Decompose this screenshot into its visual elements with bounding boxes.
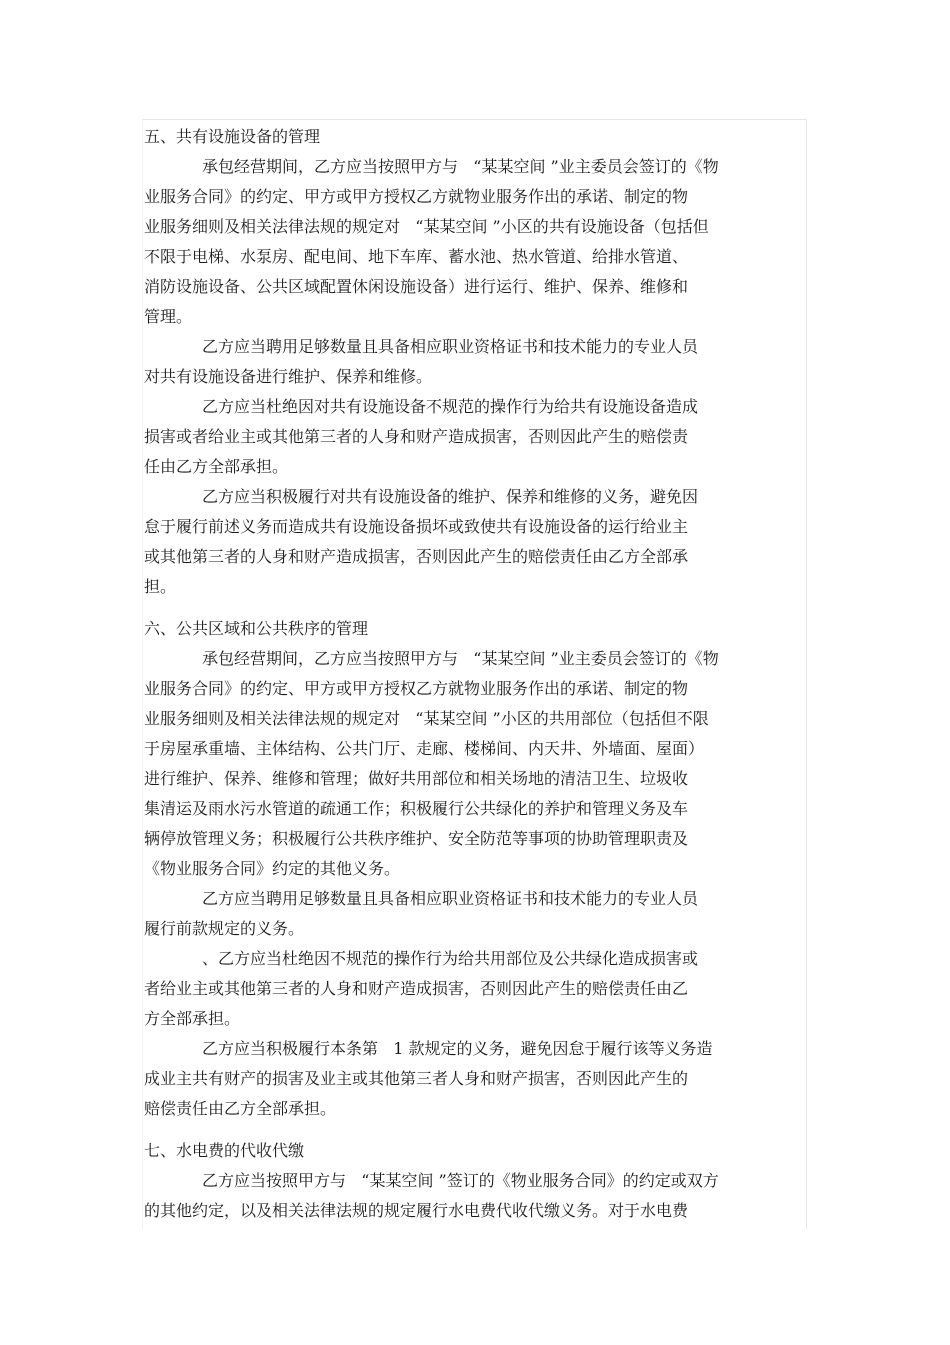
text-line: 乙方应当杜绝因对共有设施设备不规范的操作行为给共有设施设备造成: [202, 397, 699, 416]
paragraph: [144, 1166, 804, 1226]
text-line: 乙方应当积极履行本条第 1 款规定的义务，避免因怠于履行该等义务造: [202, 1039, 713, 1058]
paragraph: [144, 332, 804, 392]
paragraph: [144, 944, 804, 1034]
text-line: 进行维护、保养、维修和管理；做好共用部位和相关场地的清洁卫生、垃圾收: [144, 769, 689, 788]
paragraph: [144, 1034, 804, 1124]
text-line: 担。: [144, 577, 177, 596]
text-line: 、乙方应当杜绝因不规范的操作行为给共用部位及公共绿化造成损害或: [202, 949, 699, 968]
text-line: 乙方应当聘用足够数量且具备相应职业资格证书和技术能力的专业人员: [202, 889, 699, 908]
text-line: 承包经营期间，乙方应当按照甲方与 “某某空间 ”业主委员会签订的《物: [202, 157, 719, 176]
section-7: [144, 1136, 804, 1226]
text-line: 任由乙方全部承担。: [144, 457, 289, 476]
section-5: [144, 122, 804, 602]
text-line: 赔偿责任由乙方全部承担。: [144, 1099, 337, 1118]
text-line: 不限于电梯、水泵房、配电间、地下车库、蓄水池、热水管道、给排水管道、: [144, 247, 689, 266]
text-line: 成业主共有财产的损害及业主或其他第三者人身和财产损害，否则因此产生的: [144, 1069, 689, 1088]
section-heading: 七、水电费的代收代缴: [144, 1141, 305, 1160]
text-line: 辆停放管理义务；积极履行公共秩序维护、安全防范等事项的协助管理职责及: [144, 829, 689, 848]
text-line: 业服务细则及相关法律法规的规定对 “某某空间 ”小区的共用部位（包括但不限: [144, 709, 709, 728]
paragraph: [144, 644, 804, 884]
text-line: 管理。: [144, 307, 193, 326]
text-line: 集清运及雨水污水管道的疏通工作；积极履行公共绿化的养护和管理义务及车: [144, 799, 689, 818]
paragraph: [144, 884, 804, 944]
text-line: 业服务合同》的约定、甲方或甲方授权乙方就物业服务作出的承诺、制定的物: [144, 187, 689, 206]
paragraph: [144, 482, 804, 602]
text-line: 损害或者给业主或其他第三者的人身和财产造成损害，否则因此产生的赔偿责: [144, 427, 689, 446]
section-6: [144, 614, 804, 1124]
text-line: 《物业服务合同》约定的其他义务。: [144, 859, 401, 878]
document-body: [144, 122, 804, 1226]
text-line: 的其他约定，以及相关法律法规的规定履行水电费代收代缴义务。对于水电费: [144, 1201, 689, 1220]
text-line: 业服务细则及相关法律法规的规定对 “某某空间 ”小区的共有设施设备（包括但: [144, 217, 709, 236]
text-line: 乙方应当按照甲方与 “某某空间 ”签订的《物业服务合同》的约定或双方: [202, 1171, 719, 1190]
paragraph: [144, 152, 804, 332]
text-line: 或其他第三者的人身和财产造成损害，否则因此产生的赔偿责任由乙方全部承: [144, 547, 689, 566]
text-line: 消防设施设备、公共区域配置休闲设施设备）进行运行、维护、保养、维修和: [144, 277, 689, 296]
text-line: 乙方应当聘用足够数量且具备相应职业资格证书和技术能力的专业人员: [202, 337, 699, 356]
text-line: 对共有设施设备进行维护、保养和维修。: [144, 367, 433, 386]
text-line: 业服务合同》的约定、甲方或甲方授权乙方就物业服务作出的承诺、制定的物: [144, 679, 689, 698]
text-line: 于房屋承重墙、主体结构、公共门厅、走廊、楼梯间、内天井、外墙面、屋面）: [144, 739, 705, 758]
section-heading: 五、共有设施设备的管理: [144, 127, 321, 146]
text-line: 承包经营期间，乙方应当按照甲方与 “某某空间 ”业主委员会签订的《物: [202, 649, 719, 668]
text-line: 怠于履行前述义务而造成共有设施设备损坏或致使共有设施设备的运行给业主: [144, 517, 689, 536]
paragraph: [144, 392, 804, 482]
section-heading: 六、公共区域和公共秩序的管理: [144, 619, 369, 638]
text-line: 履行前款规定的义务。: [144, 919, 305, 938]
text-line: 方全部承担。: [144, 1009, 241, 1028]
text-line: 乙方应当积极履行对共有设施设备的维护、保养和维修的义务，避免因: [202, 487, 699, 506]
text-line: 者给业主或其他第三者的人身和财产造成损害，否则因此产生的赔偿责任由乙: [144, 979, 689, 998]
